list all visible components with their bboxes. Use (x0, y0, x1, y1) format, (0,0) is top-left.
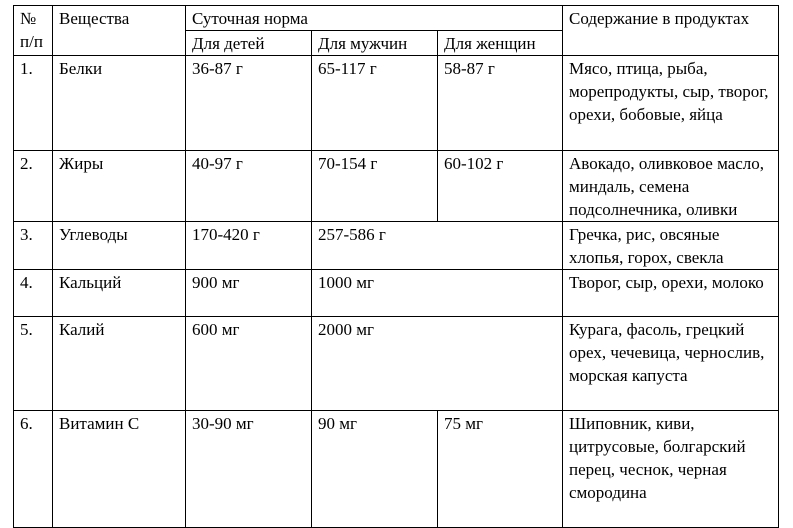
row-substance: Углеводы (53, 222, 186, 270)
header-men: Для мужчин (312, 31, 438, 56)
row-men: 65-117 г (312, 56, 438, 151)
row-foods: Шиповник, киви, цитрусовые, болгарский перец, чеснок, черная смородина (563, 411, 779, 528)
row-men: 90 мг (312, 411, 438, 528)
header-content: Содержание в продуктах (563, 6, 779, 56)
row-substance: Калий (53, 317, 186, 411)
header-num: № п/п (14, 6, 53, 56)
row-adults: 1000 мг (312, 270, 563, 317)
row-substance: Белки (53, 56, 186, 151)
row-foods: Курага, фасоль, грецкий орех, чечевица, чернослив, морская капуста (563, 317, 779, 411)
row-men: 70-154 г (312, 151, 438, 222)
row-children: 170-420 г (186, 222, 312, 270)
row-children: 900 мг (186, 270, 312, 317)
header-women: Для женщин (438, 31, 563, 56)
row-substance: Витамин С (53, 411, 186, 528)
table-row (14, 411, 779, 528)
table-row (14, 151, 779, 222)
row-num: 5. (14, 317, 53, 411)
row-substance: Кальций (53, 270, 186, 317)
row-children: 40-97 г (186, 151, 312, 222)
table-row (14, 222, 779, 270)
header-children: Для детей (186, 31, 312, 56)
row-num: 2. (14, 151, 53, 222)
table-row (14, 270, 779, 317)
row-children: 30-90 мг (186, 411, 312, 528)
row-substance: Жиры (53, 151, 186, 222)
row-children: 600 мг (186, 317, 312, 411)
row-foods: Авокадо, оливковое масло, миндаль, семена подсолнечника, оливки (563, 151, 779, 222)
table-row (14, 317, 779, 411)
row-foods: Мясо, птица, рыба, морепродукты, сыр, творог, орехи, бобовые, яйца (563, 56, 779, 151)
row-women: 58-87 г (438, 56, 563, 151)
row-women: 75 мг (438, 411, 563, 528)
row-foods: Творог, сыр, орехи, молоко (563, 270, 779, 317)
row-foods: Гречка, рис, овсяные хлопья, горох, свекла (563, 222, 779, 270)
row-num: 1. (14, 56, 53, 151)
row-adults: 257-586 г (312, 222, 563, 270)
row-adults: 2000 мг (312, 317, 563, 411)
header-substances: Вещества (53, 6, 186, 56)
row-num: 3. (14, 222, 53, 270)
table-row (14, 56, 779, 151)
row-children: 36-87 г (186, 56, 312, 151)
row-women: 60-102 г (438, 151, 563, 222)
nutrient-norms-table (13, 5, 779, 528)
header-daily-norm: Суточная норма (186, 6, 563, 31)
row-num: 4. (14, 270, 53, 317)
row-num: 6. (14, 411, 53, 528)
